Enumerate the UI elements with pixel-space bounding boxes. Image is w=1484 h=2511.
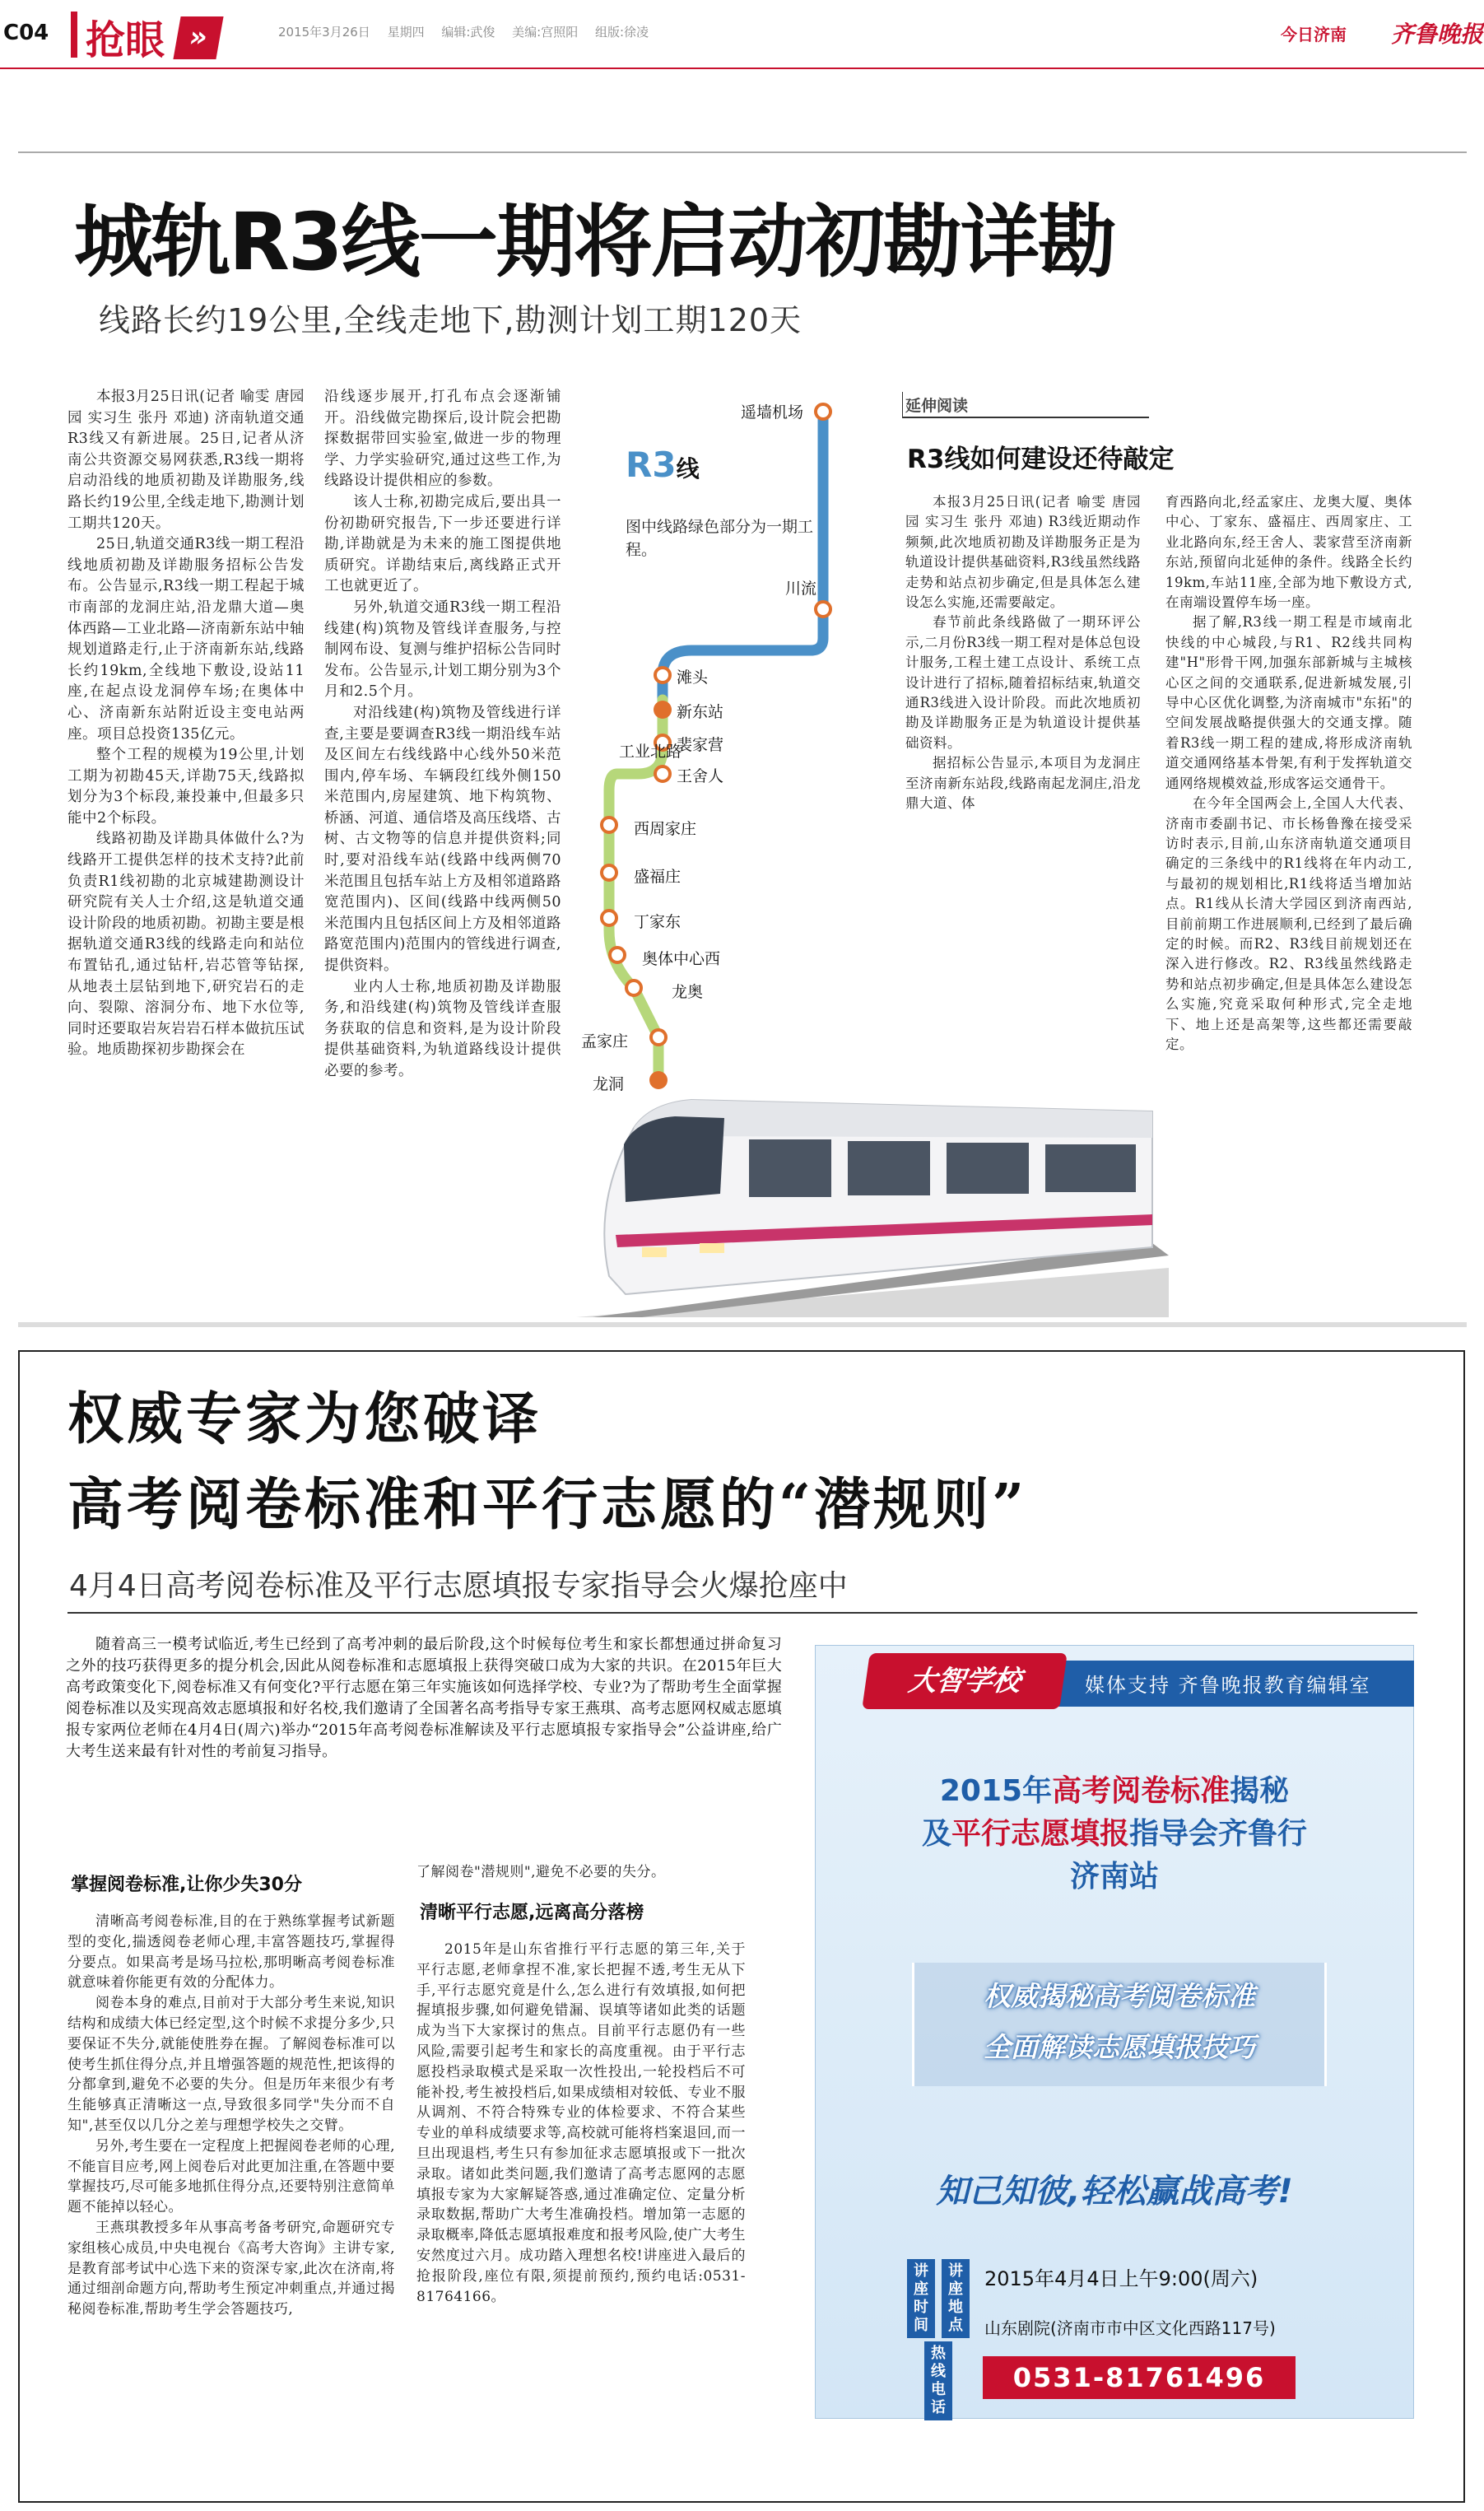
ad-headline: 2015年高考阅卷标准揭秘 及平行志愿填报指导会齐鲁行 济南站 (921, 1774, 1308, 1894)
paragraph: 另外,考生要在一定程度上把握阅卷老师的心理,不能盲目应考,网上阅卷后对此更加注重,在答题中要掌握技巧,尽可能多地抓住得分点,还要特别注意简单题不能掉以轻心。 (67, 2137, 395, 2216)
station-label: 川流 (785, 580, 817, 598)
article2-subhead-2: 清晰平行志愿,远离高分落榜 (420, 1903, 644, 1923)
paragraph: 整个工程的规模为19公里,计划工期为初勘45天,详勘75天,线路拟划分为3个标段,兼投兼中,但最多只能中2个标段。 (67, 747, 305, 827)
section-name: 抢眼 (86, 17, 165, 63)
ad-event-place: 山东剧院(济南市市中区文化西路117号) (984, 2318, 1276, 2338)
station-marker (626, 981, 641, 995)
station-label: 盛福庄 (634, 868, 682, 886)
paragraph: 春节前此条线路做了一期环评公示,二月份R3线一期工程对是体总包设计服务,工程土建工点设计、系统工点设计进行了招标,随着招标结束,轨道交通R3线进入设计阶段。而此次地质初勘及详勘服务正是为轨道设计提供基础资料。 (905, 614, 1141, 751)
paragraph: 本报3月25日讯(记者 喻雯 唐园园 实习生 张丹 邓迪) 济南轨道交通R3线又有新进展。25日,记者从济南公共资源交易网获悉,R3线一期将启动沿线的地质初勘及详勘服务,线路长约19公里,全线走地下,勘测计划工期共120天。 (67, 389, 305, 532)
ad-media-support: 媒体支持 齐鲁晚报教育编辑室 (1085, 1674, 1371, 1697)
paragraph: 业内人士称,地质初勘及详勘服务,和沿线建(构)筑物及管线详查服务获取的信息和资料,是为设计阶段提供基础资料,为轨道路线设计提供必要的参考。 (324, 978, 561, 1079)
article1-subtitle: 线路长约19公里,全线走地下,勘测计划工期120天 (99, 302, 802, 338)
station-label: 奥体中心西 (642, 950, 721, 968)
header-rule (0, 68, 1484, 69)
section-arrow-icon: » (173, 16, 223, 59)
station-label: 裴家营 (677, 736, 724, 754)
paragraph: 对沿线建(构)筑物及管线进行详查,主要是要调查R3线一期沿线车站及区间左右线线路中心线外50米范围内,停车场、车辆段红线外侧150米范围内,房屋建筑、地下构筑物、桥涵、河道、通信塔及高压线塔、古树、古文物等的信息并提供资料;同时,要对沿线车站(线路中线两侧70米范围且包括车站上方及相邻道路路宽范围内)、区间(线路中线两侧50米范围内且包括区间上方及相邻道路路宽范围内)范围内的管线进行调查,提供资料。 (324, 704, 561, 975)
article1-column-2 (324, 387, 561, 1317)
station-label: 西周家庄 (634, 820, 697, 838)
station-marker (655, 766, 670, 781)
article2-col2-top: 了解阅卷"潜规则",避免不必要的失分。 (416, 1864, 666, 1880)
article2-title-line1: 权威专家为您破译 (67, 1386, 542, 1452)
page-number: C04 (3, 21, 49, 45)
divider (18, 151, 1467, 153)
ad-slogan: 知己知彼,轻松赢战高考! (936, 2173, 1293, 2211)
paragraph: 在今年全国两会上,全国人大代表、济南市委副书记、市长杨鲁豫在接受采访时表示,目前,山东济南轨道交通项目确定的三条线中的R1线将在年内动工,与最初的规划相比,R1线将适当增加站点。R1线从长清大学园区到济南西站,目前前期工作进展顺利,已经到了最后确定的时候。而R2、R3线目前规划还在深入进行修改。R2、R3线虽然线路走势和站点初步确定,但是具体怎么建设怎么实施,究竟采取何种形式,完全走地下、地上还是高架等,这些都还需要敲定。 (1165, 795, 1412, 1052)
article2-lead: 随着高三一模考试临近,考生已经到了高考冲刺的最后阶段,这个时候每位考生和家长都想通过拼命复习之外的技巧获得更多的提分机会,因此从阅卷标准和志愿填报上获得突破口成为大家的共识。在2015年巨大高考政策变化下,阅卷标准又有何变化?平行志愿在第三年实施该如何选择学校、专业?为了帮助考生全面掌握阅卷标准以及实现高效志愿填报和好名校,我们邀请了全国著名高考指导专家王燕琪、高考志愿网权威志愿填报专家两位老师在4月4日(周六)举办“2015年高考阅卷标准解读及平行志愿填报专家指导会”公益讲座,给广大考生送来最有针对性的考前复习指导。 (66, 1636, 782, 1760)
station-label: 遥墙机场 (741, 403, 804, 422)
paragraph: 据招标公告显示,本项目为龙洞庄至济南新东站段,线路南起龙洞庄,沿龙鼎大道、体 (905, 755, 1141, 812)
paragraph: 25日,轨道交通R3线一期工程沿线地质初勘及详勘服务招标公告发布。公告显示,R3线一期工程起于城市南部的龙洞庄站,沿龙鼎大道—奥体西路—工业北路—济南新东站中轴规划道路走行,止于济南新东站,线路长约19km,全线地下敷设,设站11座,在起点设龙洞停车场;在奥体中心、济南新东站附近设主变电站两座。项目总投资135亿元。 (67, 536, 305, 743)
paragraph: 王燕琪教授多年从事高考备考研究,命题研究专家组核心成员,中央电视台《高考大咨询》主讲专家,是教育部考试中心选下来的资深专家,此次在济南,将通过细剖命题方向,帮助考生预定冲刺重点,并通过揭秘阅卷标准,帮助考生学会答题技巧, (67, 2219, 395, 2318)
ad-tag-place: 讲座地点 (942, 2259, 970, 2338)
sidebar-tag: 延伸阅读 (905, 397, 969, 415)
page-brand: 今日济南 (1281, 25, 1347, 44)
sidebar-column-2 (1165, 492, 1412, 1316)
station-label: 新东站 (677, 703, 724, 721)
station-label: 孟家庄 (581, 1032, 629, 1051)
paragraph: 育西路向北,经孟家庄、龙奥大厦、奥体中心、丁家东、盛福庄、西周家庄、工业北路向东,经王舍人、裴家营至济南新东站,预留向北延伸的条件。线路全长约19km,车站11座,全部为地下敷设方式,在南端设置停车场一座。 (1165, 494, 1412, 611)
header-accent-bar (71, 12, 77, 58)
newspaper-logo: 齐鲁晚报 (1391, 21, 1484, 48)
article2-subhead-1: 掌握阅卷标准,让你少失30分 (71, 1875, 302, 1895)
station-marker (651, 1030, 666, 1045)
station-marker (655, 668, 670, 682)
station-marker (654, 701, 672, 719)
map-note: 图中线路绿色部分为一期工程。 (626, 518, 814, 559)
school-logo: 大智学校 (862, 1653, 1068, 1709)
paragraph: 清晰高考阅卷标准,目的在于熟练掌握考试新题型的变化,揣透阅卷老师心理,丰富答题技巧,掌握得分要点。如果高考是场马拉松,那明晰高考阅卷标准就意味着你能更有效的分配体力。 (67, 1913, 395, 1992)
page-meta: 2015年3月26日 星期四 编辑:武俊 美编:宫照阳 组版:徐凌 (278, 25, 649, 40)
ad-subheadline: 权威揭秘高考阅卷标准 全面解读志愿填报技巧 (984, 1980, 1255, 2063)
article2-subtitle: 4月4日高考阅卷标准及平行志愿填报专家指导会火爆抢座中 (69, 1569, 848, 1603)
sidebar-title: R3线如何建设还待敲定 (907, 445, 1175, 474)
article1-title: 城轨R3线一期将启动初勘详勘 (74, 196, 1115, 288)
ad-tag-time: 讲座时间 (907, 2259, 935, 2338)
station-marker (816, 602, 830, 617)
paragraph: 阅卷本身的难点,目前对于大部分考生来说,知识结构和成绩大体已经定型,这个时候不求提分多少,只要保证不失分,就能使胜券在握。了解阅卷标准可以使考生抓住得分点,并且增强答题的规范性,把该得的分都拿到,避免不必要的失分。但是历年来很少有考生能够真正清晰这一点,导致很多同学"失分而不自知",甚至仅以几分之差与理想学校失之交臂。 (67, 1995, 395, 2134)
article2-rule (67, 1612, 1417, 1614)
station-label: 丁家东 (634, 913, 682, 931)
station-label: 滩头 (677, 669, 709, 687)
ad-hotline: 0531-81761496 (983, 2356, 1296, 2399)
sidebar-column-1 (905, 492, 1141, 1316)
station-label: 龙洞 (593, 1075, 625, 1093)
station-marker (816, 404, 830, 419)
station-label: 工业北路 (619, 743, 682, 761)
station-label: 龙奥 (672, 983, 704, 1001)
ad-tag-phone: 热线电话 (924, 2341, 952, 2420)
article2-column-2 (416, 1940, 746, 2488)
article1-column-1 (67, 387, 305, 1317)
paragraph: 沿线逐步展开,打孔布点会逐渐铺开。沿线做完勘探后,设计院会把勘探数据带回实验室,做进一步的物理学、力学实验研究,通过这些工作,为线路设计提供相应的参数。 (324, 389, 561, 490)
paragraph: 据了解,R3线一期工程是市域南北快线的中心城段,与R1、R2线共同构建"H"形骨干网,加强东部新城与主城核心区之间的交通联系,促进新城发展,引导中心区优化调整,为济南城市"东拓"的空间发展战略提供强大的交通支撑。随着R3线一期工程的建成,将形成济南轨道交通网络基本骨架,有利于发挥轨道交通网络规模效益,形成客运交通骨干。 (1165, 614, 1412, 791)
paragraph: 线路初勘及详勘具体做什么?为线路开工提供怎样的技术支持?此前负责R1线初勘的北京城建勘测设计研究院有关人士介绍,这是轨道交通设计阶段的地质初勘。初勘主要是根据轨道交通R3线的线路走向和站位布置钻孔,通过钻杆,岩芯管等钻探,从地表土层钻到地下,研究岩石的走向、裂隙、溶洞分布、地下水位等,同时还要取岩灰岩岩石样本做抗压试验。地质勘探初步勘探会在 (67, 831, 305, 1059)
paragraph: 本报3月25日讯(记者 喻雯 唐园园 实习生 张丹 邓迪) R3线近期动作频频,此次地质初勘及详勘服务正是为轨道设计提供基础资料,R3线虽然线路走势和站点初步确定,但是具体怎么建设怎么实施,还需要敲定。 (905, 494, 1141, 611)
paragraph: 另外,轨道交通R3线一期工程沿线建(构)筑物及管线详查服务,与控制网布设、复测与维护招标公告同时发布。公告显示,计划工期分别为3个月和2.5个月。 (324, 599, 561, 701)
station-marker (610, 948, 625, 962)
paragraph: 该人士称,初勘完成后,要出具一份初勘研究报告,下一步还要进行详勘,详勘就是为未来的施工图提供地质研究。详勘结束后,离线路正式开工也就更近了。 (324, 493, 561, 595)
map-line-label: R3线 (626, 445, 700, 485)
section-divider (18, 1322, 1467, 1327)
ad-event-time: 2015年4月4日上午9:00(周六) (984, 2267, 1258, 2290)
article2-title-line2: 高考阅卷标准和平行志愿的“潜规则” (67, 1472, 1028, 1538)
station-marker (602, 865, 616, 880)
station-marker (602, 818, 616, 832)
station-marker (602, 911, 616, 925)
paragraph: 2015年是山东省推行平行志愿的第三年,关于平行志愿,老师拿捏不准,家长把握不透,考生无从下手,平行志愿究竟是什么,怎么进行有效填报,如何把握填报步骤,如何避免错漏、误填等诸如此类的话题成为当下大家探讨的焦点。目前平行志愿仍有一些风险,需要引起考生和家长的高度重视。由于平行志愿投档录取模式是采取一次性投出,一轮投档后不可能补投,考生被投档后,如果成绩相对较低、专业不服从调剂、不符合特殊专业的体检要求、不符合某些专业的单科成绩要求等,高校就可能将档案退回,而一旦出现退档,考生只有参加征求志愿填报或下一批次录取。诸如此类问题,我们邀请了高考志愿网的志愿填报专家为大家解疑答惑,通过准确定位、定量分析录取数据,帮助广大考生准确投档。增加第一志愿的录取概率,降低志愿填报难度和报考风险,使广大考生安然度过六月。成功踏入理想名校!讲座进入最后的抢报阶段,座位有限,须提前预约,预约电话:0531-81764166。 (416, 1941, 746, 2305)
station-label: 王舍人 (677, 767, 724, 785)
article2-column-1 (67, 1912, 395, 2488)
